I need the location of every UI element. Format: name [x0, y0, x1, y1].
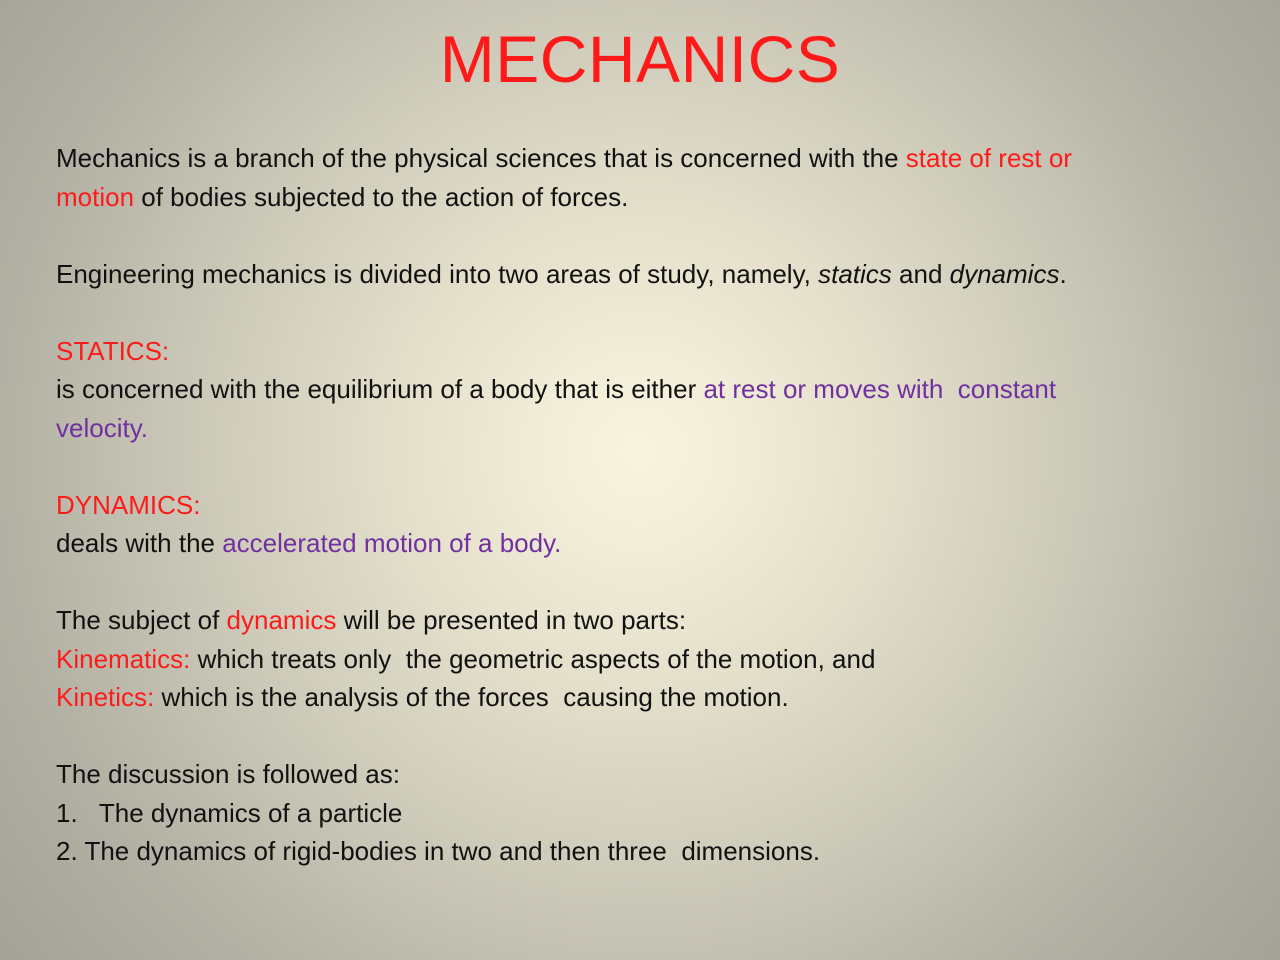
spacer — [56, 717, 1226, 756]
subject-text-end: will be presented in two parts: — [336, 605, 687, 635]
areas-text: Engineering mechanics is divided into two areas of study, namely, — [56, 258, 819, 289]
definition-line-1 — [56, 139, 1226, 178]
subject-dynamics: dynamics — [226, 605, 337, 635]
definition-text: Mechanics is a branch of the physical sciences that is concerned with the — [56, 143, 906, 173]
definition-text-end: of bodies subjected to the action of forces. — [134, 181, 629, 212]
areas-period: . — [1059, 258, 1067, 289]
spacer — [56, 447, 1226, 486]
subject-text: The subject of — [56, 605, 227, 635]
dynamics-line — [56, 524, 1226, 563]
statics-line-1 — [56, 370, 1226, 409]
kinetics-label: Kinetics: — [56, 682, 155, 712]
kinetics-line — [56, 678, 1226, 717]
spacer — [56, 563, 1226, 602]
areas-and: and — [891, 258, 950, 289]
statics-highlight-2: velocity. — [56, 412, 148, 443]
definition-highlight-2: motion — [56, 181, 135, 212]
areas-dynamics: dynamics — [949, 258, 1060, 289]
discussion-item-1: 1. The dynamics of a particle — [56, 797, 403, 828]
kinematics-line — [56, 640, 1226, 679]
areas-statics: statics — [818, 258, 892, 289]
slide-content — [56, 139, 1226, 871]
discussion-item-2: 2. The dynamics of rigid-bodies in two and then three dimensions. — [56, 836, 821, 866]
definition-line-2 — [56, 178, 1226, 217]
spacer — [56, 216, 1226, 255]
areas-line — [56, 255, 1226, 294]
dynamics-heading: DYNAMICS: — [56, 489, 201, 520]
discussion-intro: The discussion is followed as: — [56, 759, 400, 789]
spacer — [56, 293, 1226, 332]
definition-highlight-1: state of rest or — [905, 143, 1072, 173]
dynamics-text: deals with the — [56, 528, 223, 558]
statics-highlight-1: at rest or moves with constant — [703, 374, 1057, 404]
kinematics-text: which treats only the geometric aspects of the motion, and — [190, 643, 876, 674]
subject-line — [56, 601, 1226, 640]
kinetics-text: which is the analysis of the forces causing the motion. — [154, 682, 789, 712]
statics-heading: STATICS: — [56, 335, 170, 366]
dynamics-highlight: accelerated motion of a body. — [222, 528, 562, 558]
slide-title: MECHANICS — [439, 22, 841, 96]
kinematics-label: Kinematics: — [56, 643, 191, 674]
statics-text: is concerned with the equilibrium of a body that is either — [56, 374, 704, 404]
